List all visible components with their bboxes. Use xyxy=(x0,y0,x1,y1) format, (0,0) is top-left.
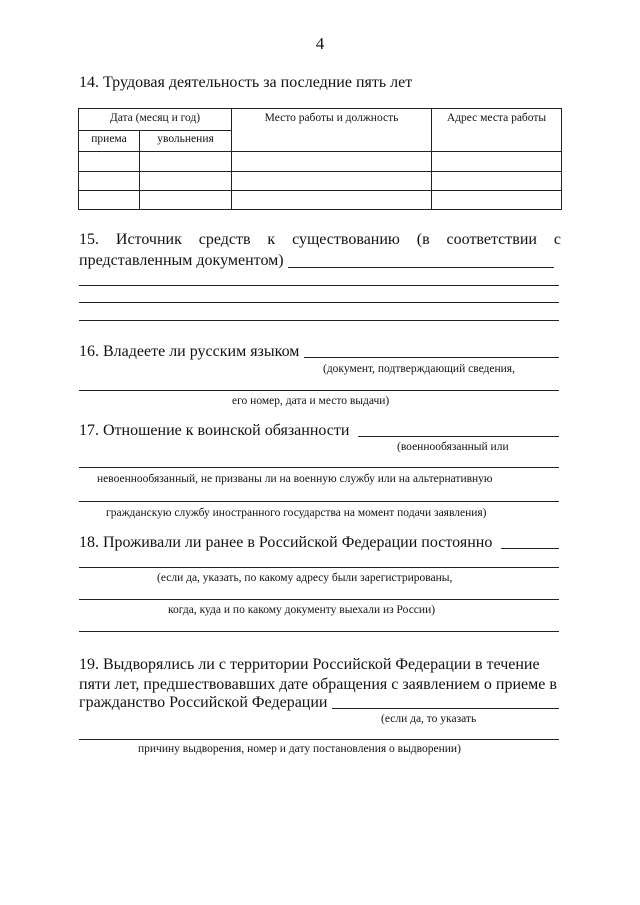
col-hire-header: приема xyxy=(79,131,140,152)
section-19-line2: пяти лет, предшествовавших дате обращения с заявлением о приеме в xyxy=(79,676,557,693)
col-place-header: Место работы и должность xyxy=(232,109,432,152)
s15-word: соответствии xyxy=(446,231,537,248)
table-cell[interactable] xyxy=(140,191,232,210)
work-history-table xyxy=(78,108,562,210)
table-cell[interactable] xyxy=(232,191,432,210)
s19-note: (если да, то указать xyxy=(381,713,477,725)
s17-answer-line[interactable] xyxy=(79,501,559,502)
table-row[interactable] xyxy=(79,191,562,210)
table-cell[interactable] xyxy=(79,172,140,191)
section-15-line1 xyxy=(79,231,561,249)
s19-answer-field[interactable] xyxy=(332,708,559,709)
table-cell[interactable] xyxy=(232,172,432,191)
section-19-line1: 19. Выдворялись ли с территории Российской Федерации в течение xyxy=(79,656,540,673)
table-cell[interactable] xyxy=(432,172,562,191)
s19-note: причину выдворения, номер и дату постановления о выдворении) xyxy=(138,743,461,755)
s17-answer-field[interactable] xyxy=(358,436,559,437)
section-17-question: 17. Отношение к воинской обязанности xyxy=(79,422,350,439)
s15-answer-line[interactable] xyxy=(79,302,559,303)
section-16-question: 16. Владеете ли русским языком xyxy=(79,343,300,360)
col-date-header: Дата (месяц и год) xyxy=(79,109,232,131)
section-19-line3: гражданство Российской Федерации xyxy=(79,694,328,711)
s15-word: с xyxy=(553,231,561,248)
table-cell[interactable] xyxy=(432,191,562,210)
table-cell[interactable] xyxy=(140,152,232,172)
s15-answer-field[interactable] xyxy=(288,267,554,268)
s15-word: к xyxy=(267,231,276,248)
col-address-header: Адрес места работы xyxy=(432,109,562,152)
s18-note: когда, куда и по какому документу выехали из России) xyxy=(168,604,436,616)
table-row[interactable] xyxy=(79,172,562,191)
s15-word: (в xyxy=(416,231,430,248)
s18-answer-field[interactable] xyxy=(501,548,559,549)
table-cell[interactable] xyxy=(140,172,232,191)
table-row[interactable] xyxy=(79,152,562,172)
s17-answer-line[interactable] xyxy=(79,467,559,468)
section-14-heading: 14. Трудовая деятельность за последние пять лет xyxy=(79,74,413,91)
s15-word: Источник xyxy=(115,231,182,248)
s18-answer-line[interactable] xyxy=(79,567,559,568)
s16-note: его номер, дата и место выдачи) xyxy=(232,395,390,407)
s16-answer-field[interactable] xyxy=(304,357,559,358)
s15-answer-line[interactable] xyxy=(79,320,559,321)
s19-answer-line[interactable] xyxy=(79,739,559,740)
section-18-question: 18. Проживали ли ранее в Российской Федерации постоянно xyxy=(79,534,493,551)
s17-note: невоеннообязанный, не призваны ли на военную службу или на альтернативную xyxy=(97,473,493,485)
table-cell[interactable] xyxy=(79,152,140,172)
page-number: 4 xyxy=(315,34,325,53)
table-cell[interactable] xyxy=(232,152,432,172)
s15-word: средств xyxy=(198,231,251,248)
section-15-line2: представленным документом) xyxy=(79,252,284,269)
table-cell[interactable] xyxy=(432,152,562,172)
s18-answer-line[interactable] xyxy=(79,631,559,632)
col-dismissal-header: увольнения xyxy=(140,131,232,152)
s17-note: гражданскую службу иностранного государства на момент подачи заявления) xyxy=(106,507,487,519)
s18-answer-line[interactable] xyxy=(79,599,559,600)
s15-word: существованию xyxy=(292,231,400,248)
s15-word: 15. xyxy=(79,231,99,248)
table-cell[interactable] xyxy=(79,191,140,210)
s15-answer-line[interactable] xyxy=(79,285,559,286)
s16-answer-line[interactable] xyxy=(79,390,559,391)
s17-note: (военнообязанный или xyxy=(397,441,509,453)
s18-note: (если да, указать, по какому адресу были зарегистрированы, xyxy=(157,572,453,584)
s16-note: (документ, подтверждающий сведения, xyxy=(323,363,515,375)
